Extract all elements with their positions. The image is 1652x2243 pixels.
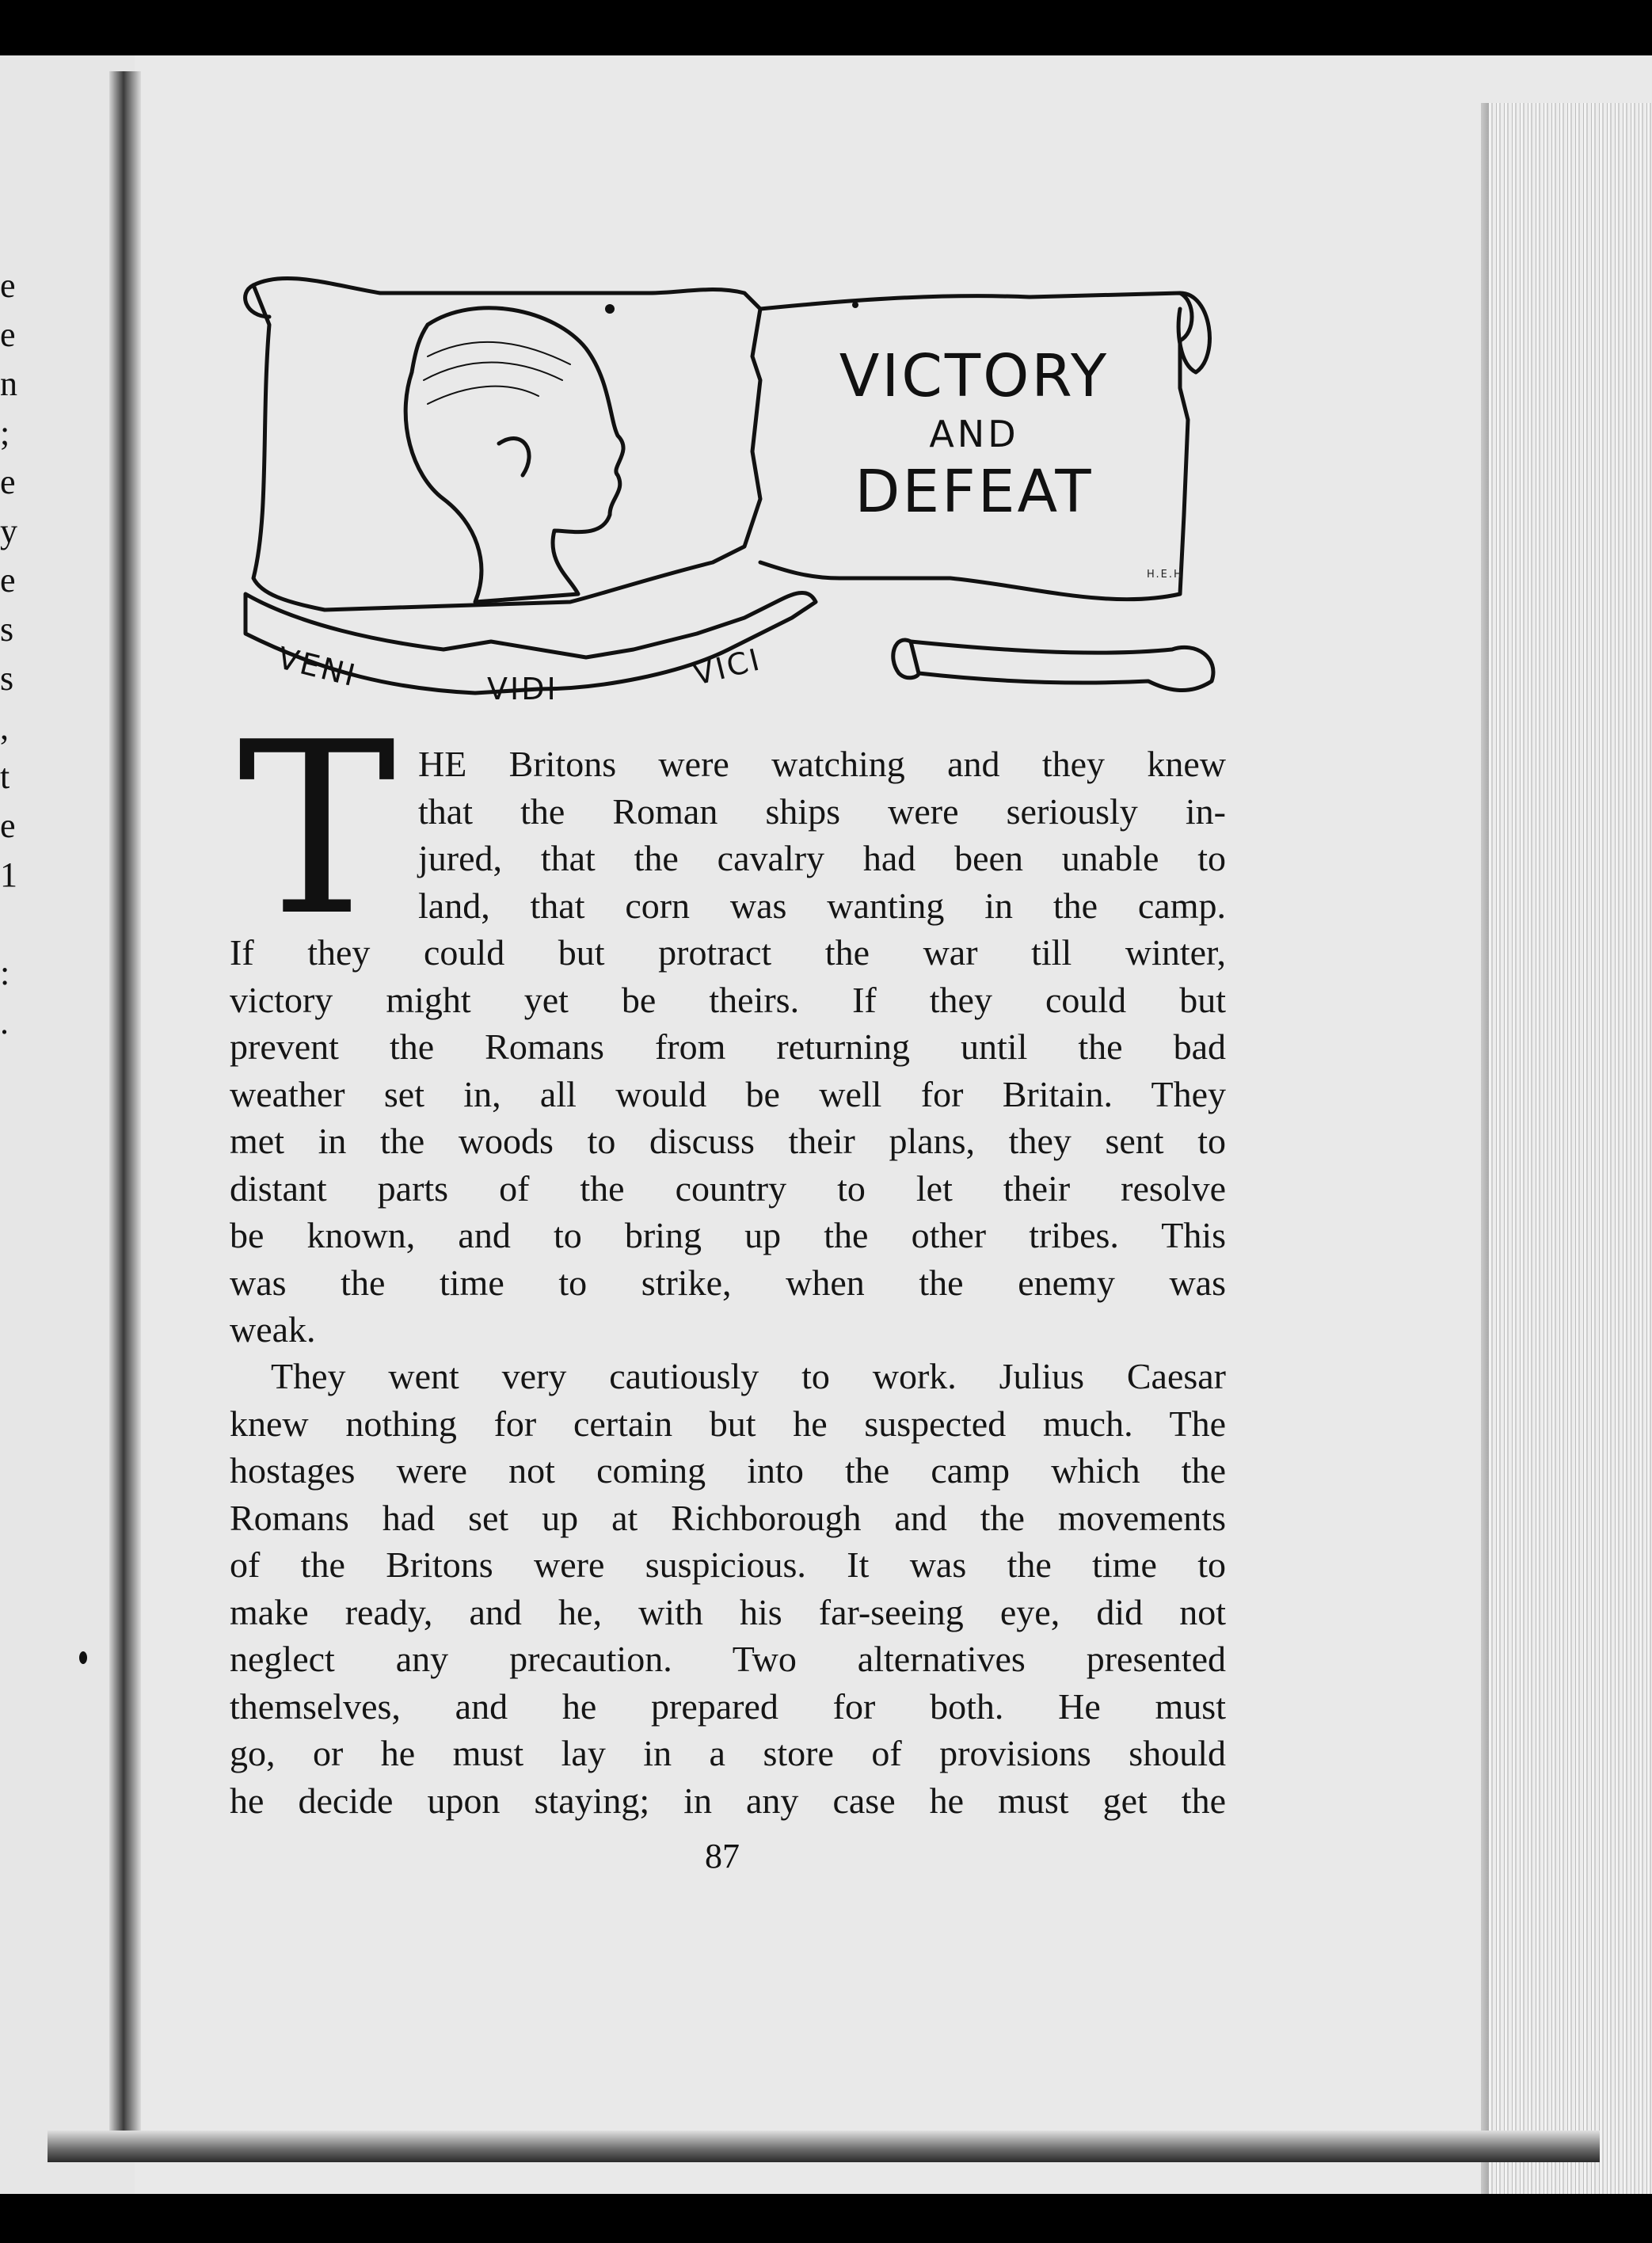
paragraph-1-opening bbox=[418, 741, 1226, 929]
text-line: They went very cautiously to work. Julius Caesar bbox=[271, 1356, 1226, 1396]
page-stack-edge bbox=[1489, 103, 1652, 2194]
left-page-letter: t bbox=[0, 757, 10, 796]
text-line: victory might yet be theirs. If they could but bbox=[230, 979, 1226, 1020]
left-page-letter: n bbox=[0, 364, 17, 403]
text-line: he decide upon staying; in any case he must get the bbox=[230, 1780, 1226, 1821]
left-page-letter: s bbox=[0, 659, 14, 698]
left-page-letter: e bbox=[0, 561, 16, 600]
left-page-letter: , bbox=[0, 708, 9, 747]
book-gutter bbox=[109, 71, 141, 2162]
caesar-ear bbox=[499, 439, 529, 475]
motto-veni: VENI bbox=[274, 640, 361, 694]
title-line-defeat: DEFEAT bbox=[855, 458, 1094, 526]
text-line: weak. bbox=[230, 1309, 316, 1350]
paragraph-2 bbox=[230, 1353, 1226, 1824]
left-page-letter: . bbox=[0, 1003, 9, 1042]
text-line: make ready, and he, with his far-seeing eye, did not bbox=[230, 1591, 1226, 1632]
hair-line-3 bbox=[428, 387, 539, 404]
text-line: be known, and to bring up the other tribes. This bbox=[230, 1215, 1226, 1255]
text-line: HE Britons were watching and they knew bbox=[418, 744, 1226, 784]
text-line: that the Roman ships were seriously in- bbox=[418, 790, 1226, 832]
text-line: hostages were not coming into the camp which the bbox=[230, 1450, 1226, 1491]
text-line: knew nothing for certain but he suspected much. The bbox=[230, 1403, 1226, 1444]
text-line: was the time to strike, when the enemy was bbox=[230, 1262, 1226, 1303]
text-line: neglect any precaution. Two alternatives presented bbox=[230, 1639, 1226, 1679]
text-line: of the Britons were suspicious. It was the time to bbox=[230, 1544, 1226, 1585]
text-line: If they could but protract the war till winter, bbox=[230, 932, 1226, 973]
page-number: 87 bbox=[705, 1837, 740, 1876]
text-line: prevent the Romans from returning until the bad bbox=[230, 1026, 1226, 1067]
ornament-dot-2 bbox=[852, 302, 858, 308]
left-page-letter: e bbox=[0, 315, 16, 354]
left-page-letter: e bbox=[0, 806, 16, 845]
text-line: met in the woods to discuss their plans, they sent to bbox=[230, 1121, 1226, 1161]
paragraph-1-body bbox=[230, 929, 1226, 1354]
left-page-letter: ; bbox=[0, 413, 10, 452]
text-line: weather set in, all would be well for Britain. They bbox=[230, 1073, 1226, 1114]
title-line-victory: VICTORY bbox=[839, 342, 1110, 410]
bottom-page-edge bbox=[48, 2131, 1600, 2162]
text-line: distant parts of the country to let their resolve bbox=[230, 1167, 1226, 1209]
left-page-letter: y bbox=[0, 512, 17, 550]
hair-line-2 bbox=[424, 363, 562, 381]
scroll-curl-top-right bbox=[1178, 293, 1209, 372]
motto-vici: VICI bbox=[689, 642, 765, 692]
drop-cap: T bbox=[238, 691, 397, 968]
text-line: themselves, and he prepared for both. He must bbox=[230, 1685, 1226, 1727]
left-page-letter: : bbox=[0, 954, 10, 992]
motto-vidi: VIDI bbox=[487, 672, 558, 706]
lower-right-ribbon bbox=[911, 642, 1213, 691]
left-page-letter: s bbox=[0, 610, 14, 649]
left-page-letter: e bbox=[0, 266, 16, 305]
hair-line-1 bbox=[428, 342, 570, 364]
margin-speck bbox=[79, 1651, 87, 1664]
left-page-letter: 1 bbox=[0, 855, 17, 894]
left-page-line-endings bbox=[0, 261, 32, 1047]
text-line: land, that corn was wanting in the camp. bbox=[418, 885, 1226, 926]
left-page-letter: e bbox=[0, 463, 16, 501]
text-line: go, or he must lay in a store of provisions should bbox=[230, 1733, 1226, 1773]
text-line: Romans had set up at Richborough and the movements bbox=[230, 1497, 1226, 1538]
artist-initials: H.E.H bbox=[1147, 569, 1183, 581]
title-line-and: AND bbox=[929, 413, 1019, 455]
left-page-letter bbox=[0, 900, 32, 949]
text-line: jured, that the cavalry had been unable to bbox=[418, 838, 1226, 878]
ornament-dot-1 bbox=[605, 304, 615, 314]
left-scroll-frame bbox=[253, 278, 760, 610]
chapter-title bbox=[832, 341, 1117, 527]
